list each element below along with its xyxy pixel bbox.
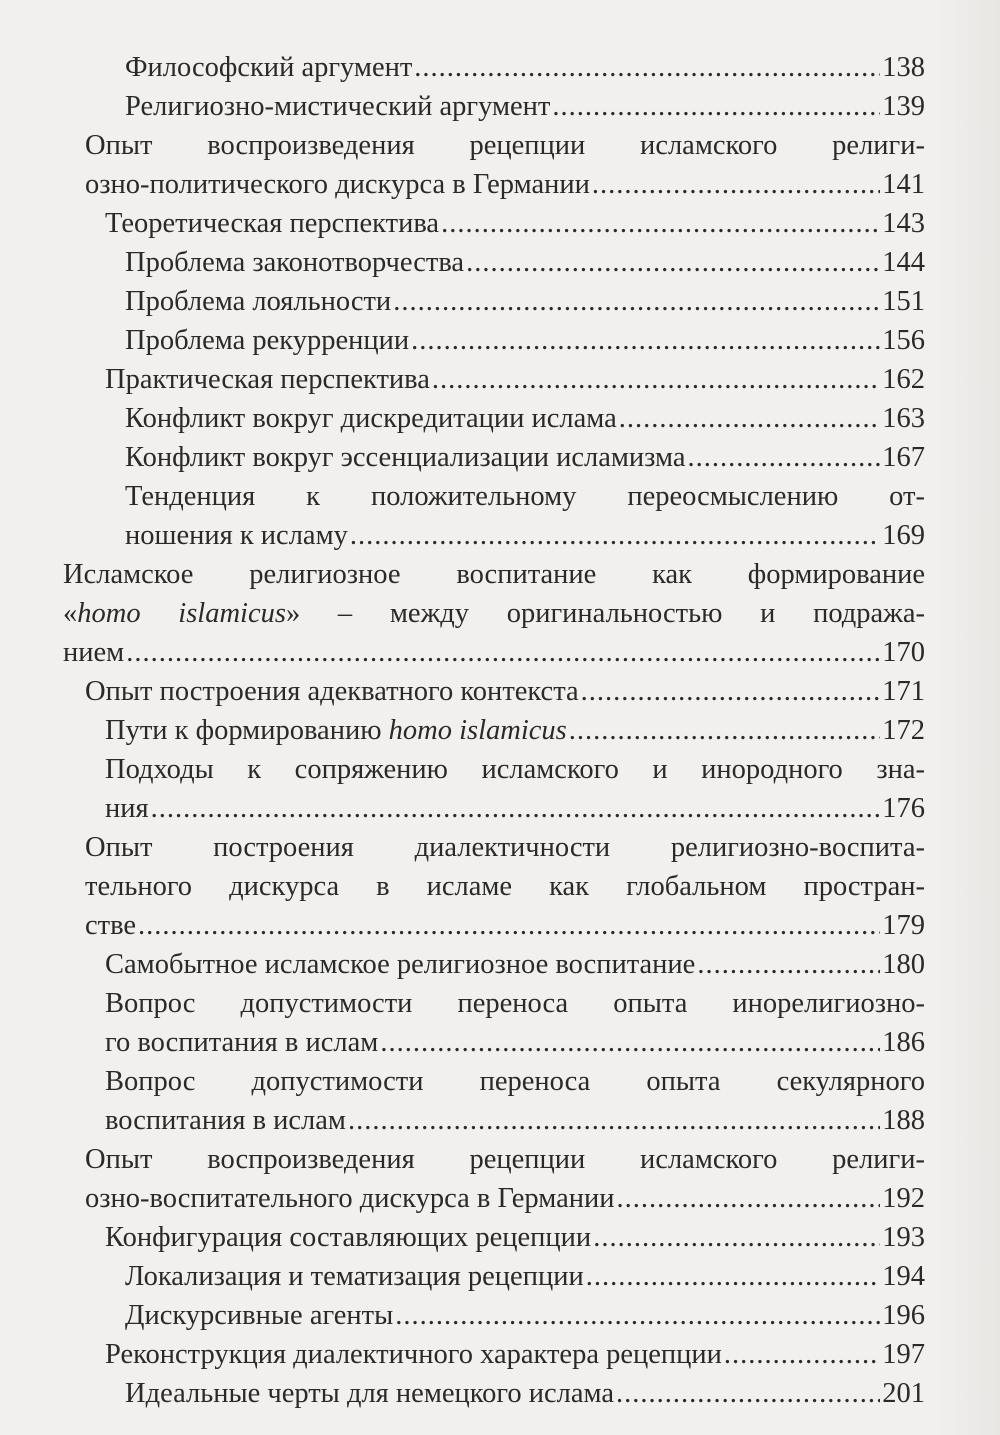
toc-entry[interactable] (125, 1296, 925, 1335)
dot-leader (138, 906, 880, 945)
toc-entry-line: Подходы к сопряжению исламского и инородного зна- (105, 754, 925, 785)
page-number: 144 (882, 247, 925, 278)
toc-entry[interactable] (105, 945, 925, 984)
toc-entry-title: стве (85, 910, 137, 941)
dot-leader (586, 1257, 881, 1296)
dot-leader (432, 360, 880, 399)
dot-leader (151, 789, 881, 828)
dot-leader (688, 438, 881, 477)
page-number: 192 (882, 1183, 925, 1214)
page-number: 143 (882, 208, 925, 239)
toc-entry[interactable] (105, 984, 925, 1062)
toc-entry-line: Опыт построения диалектичности религиозно-воспита- (85, 832, 925, 863)
toc-entry[interactable] (125, 282, 925, 321)
page-number: 169 (882, 520, 925, 551)
toc-entry-line: Исламское религиозное воспитание как формирование (63, 559, 925, 590)
page-number: 141 (882, 169, 925, 200)
page-number: 186 (882, 1027, 925, 1058)
dot-leader (380, 1023, 880, 1062)
toc-entry-title: Локализация и тематизация рецепции (125, 1261, 584, 1292)
toc-entry[interactable] (85, 672, 925, 711)
toc-entry[interactable] (105, 1062, 925, 1140)
toc-entry-title: Дискурсивные агенты (125, 1300, 394, 1331)
italic-term: homo islamicus (388, 715, 567, 746)
toc-entry-line: «homo islamicus» – между оригинальностью и подража- (63, 598, 925, 629)
toc-entry-title: Проблема законотворчества (125, 247, 465, 278)
toc-entry[interactable] (125, 399, 925, 438)
toc-entry-title: Конфликт вокруг дискредитации ислама (125, 403, 617, 434)
dot-leader (581, 672, 881, 711)
dot-leader (552, 87, 880, 126)
page-number: 171 (882, 676, 925, 707)
toc-entry-line: Опыт воспроизведения рецепции исламского религи- (85, 130, 925, 161)
toc-entry[interactable] (125, 1374, 925, 1413)
toc-entry[interactable] (125, 438, 925, 477)
toc-entry-title: Идеальные черты для немецкого ислама (125, 1378, 615, 1409)
toc-entry-title: Конфликт вокруг эссенциализации исламизма (125, 442, 686, 473)
page-number: 179 (882, 910, 925, 941)
toc-entry-title: го воспитания в ислам (105, 1027, 379, 1058)
page-number: 162 (882, 364, 925, 395)
toc-entry-title: ния (105, 793, 149, 824)
page-number: 188 (882, 1105, 925, 1136)
toc-entry-line: Тенденция к положительному переосмыслению от- (125, 481, 925, 512)
page-number: 193 (882, 1222, 925, 1253)
page-number: 201 (882, 1378, 925, 1409)
page-number: 138 (882, 52, 925, 83)
toc-entry[interactable] (85, 126, 925, 204)
toc-entry-title: Практическая перспектива (105, 364, 430, 395)
dot-leader (393, 282, 880, 321)
dot-leader (350, 516, 880, 555)
toc-entry[interactable] (105, 750, 925, 828)
toc-entry[interactable] (105, 1335, 925, 1374)
toc-entry-title: Теоретическая перспектива (105, 208, 440, 239)
page-number: 172 (882, 715, 925, 746)
toc-entry-title: Проблема рекурренции (125, 325, 410, 356)
page-number: 194 (882, 1261, 925, 1292)
toc-entry-title: Проблема лояльности (125, 286, 392, 317)
page-number: 170 (882, 637, 925, 668)
page-number: 163 (882, 403, 925, 434)
dot-leader (724, 1335, 880, 1374)
page-number: 156 (882, 325, 925, 356)
dot-leader (126, 633, 880, 672)
page-number: 176 (882, 793, 925, 824)
toc-entry[interactable] (105, 1218, 925, 1257)
italic-term: homo islamicus (77, 598, 286, 629)
dot-leader (569, 711, 881, 750)
page-number: 139 (882, 91, 925, 122)
dot-leader (593, 1218, 880, 1257)
dot-leader (411, 321, 880, 360)
toc-entry-title: Религиозно-мистический аргумент (125, 91, 551, 122)
toc-entry[interactable] (125, 87, 925, 126)
toc-entry-line: Вопрос допустимости переноса опыта секулярного (105, 1066, 925, 1097)
toc-entry[interactable] (85, 1140, 925, 1218)
toc-entry[interactable] (125, 1257, 925, 1296)
toc-entry-line: тельного дискурса в исламе как глобальном простран- (85, 871, 925, 902)
toc-entry-title: воспитания в ислам (105, 1105, 346, 1136)
toc-entry[interactable] (105, 711, 925, 750)
toc-entry-title: Философский аргумент (125, 52, 413, 83)
toc-entry[interactable] (85, 828, 925, 945)
page-number: 197 (882, 1339, 925, 1370)
toc-entry[interactable] (125, 321, 925, 360)
toc-entry-title: озно-воспитательного дискурса в Германии (85, 1183, 615, 1214)
dot-leader (348, 1101, 880, 1140)
facing-page-bleed (935, 0, 1000, 1435)
toc-entry[interactable] (125, 243, 925, 282)
page-number: 167 (882, 442, 925, 473)
toc-entry-line: Вопрос допустимости переноса опыта инорелигиозно- (105, 988, 925, 1019)
page-number: 196 (882, 1300, 925, 1331)
toc-entry[interactable] (105, 360, 925, 399)
toc-entry-title: озно-политического дискурса в Германии (85, 169, 590, 200)
toc-entry-title: ношения к исламу (125, 520, 348, 551)
dot-leader (592, 165, 880, 204)
toc-entry[interactable] (125, 477, 925, 555)
toc-entry-line: Опыт воспроизведения рецепции исламского религи- (85, 1144, 925, 1175)
toc-entry-title: Пути к формированию homo islamicus (105, 715, 567, 746)
dot-leader (441, 204, 880, 243)
toc-entry-title: Конфигурация составляющих рецепции (105, 1222, 592, 1253)
toc-entry-title: нием (63, 637, 125, 668)
page-number: 151 (882, 286, 925, 317)
toc-entry-title: Опыт построения адекватного контекста (85, 676, 579, 707)
table-of-contents (0, 48, 1000, 1413)
dot-leader (395, 1296, 880, 1335)
dot-leader (697, 945, 880, 984)
page-number: 180 (882, 949, 925, 980)
dot-leader (616, 1374, 880, 1413)
dot-leader (617, 1179, 881, 1218)
toc-entry[interactable] (105, 204, 925, 243)
toc-entry-title: Самобытное исламское религиозное воспитание (105, 949, 696, 980)
toc-entry[interactable] (63, 555, 925, 672)
dot-leader (414, 48, 880, 87)
dot-leader (466, 243, 880, 282)
toc-entry[interactable] (125, 48, 925, 87)
toc-entry-title: Реконструкция диалектичного характера рецепции (105, 1339, 722, 1370)
dot-leader (619, 399, 880, 438)
